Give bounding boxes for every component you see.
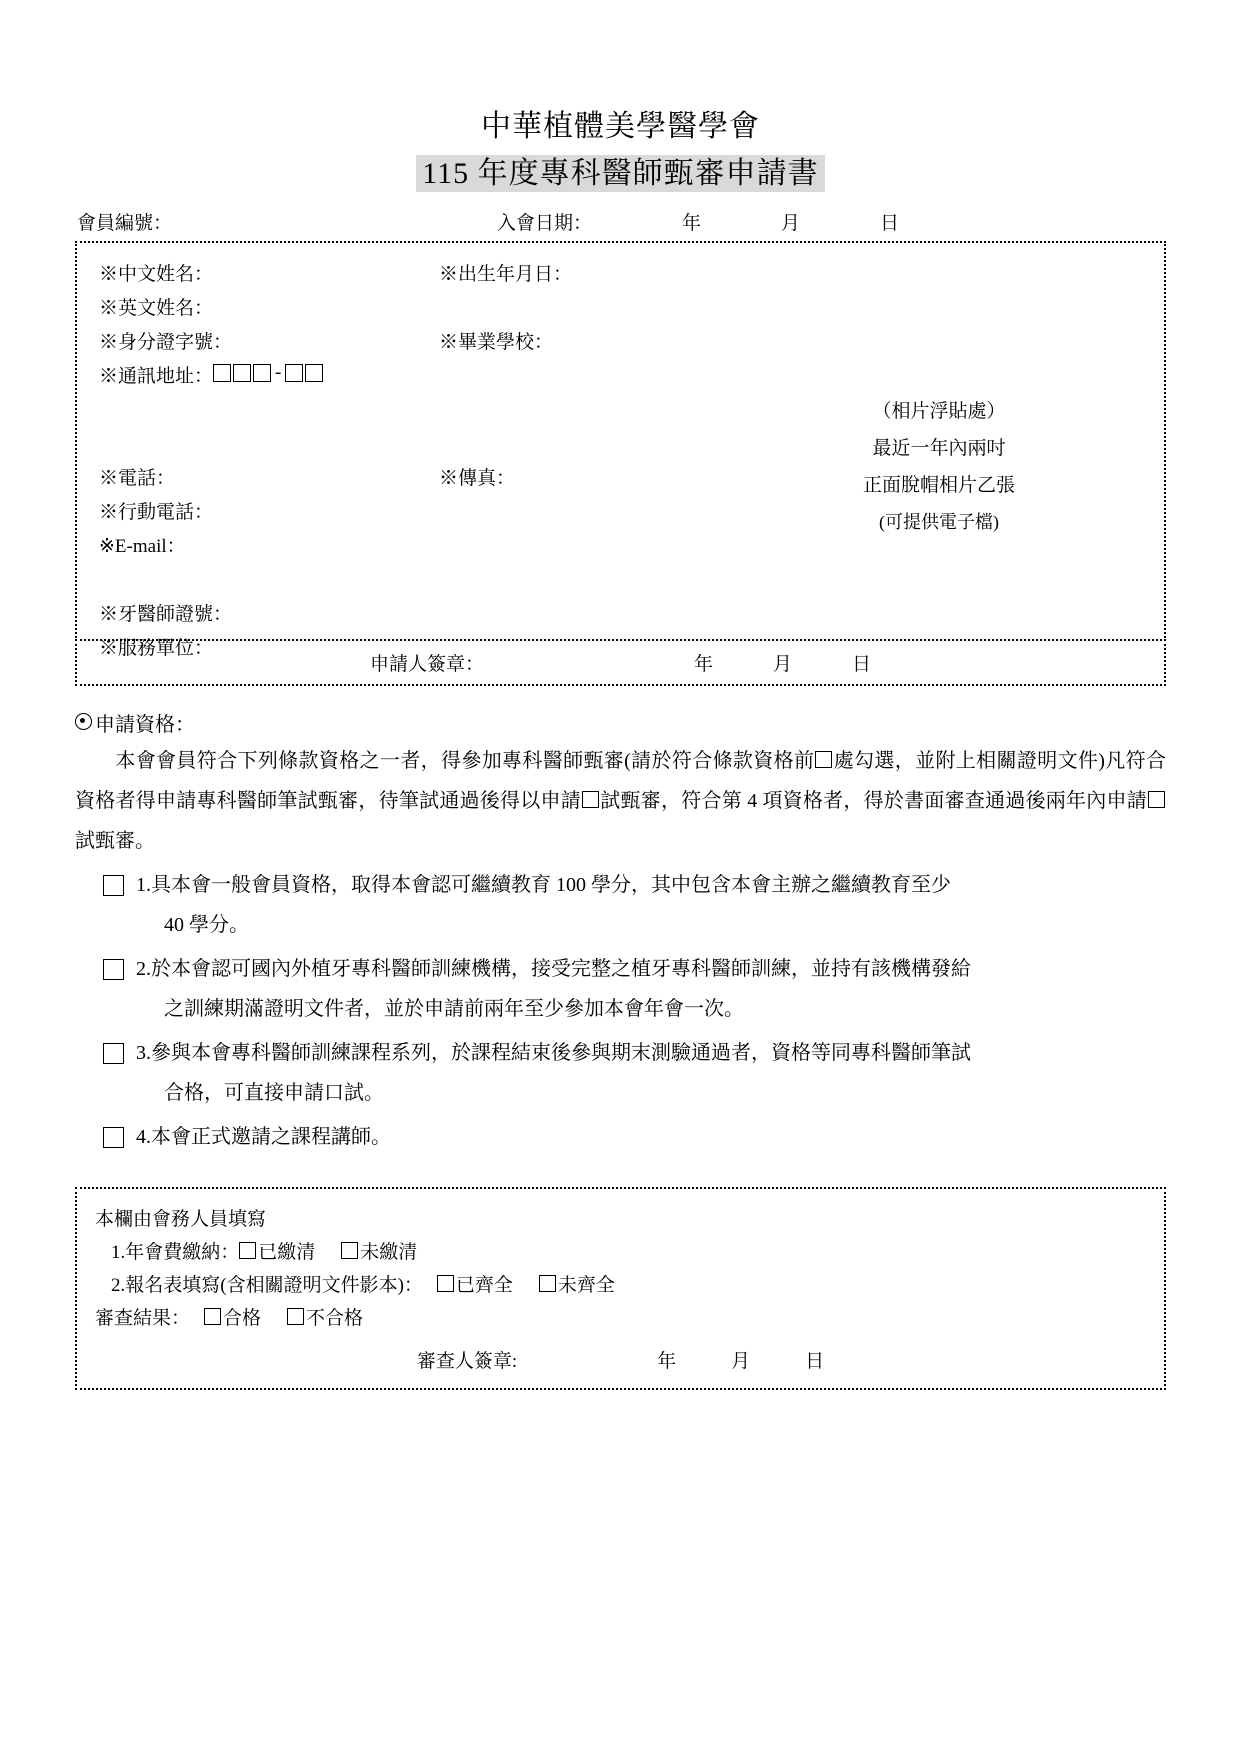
qualification-heading-text: 申請資格： [95, 714, 195, 736]
postal-code-boxes [213, 362, 323, 384]
qualification-item-1-line2: 40 學分。 [164, 914, 249, 936]
checkbox-icon-inline-1 [815, 751, 832, 768]
qualification-item-3-line2: 合格，可直接申請口試。 [164, 1082, 384, 1104]
qualification-item-4-text [136, 1117, 1166, 1157]
applicant-sign-year: 年 [693, 654, 713, 675]
field-dentist-no-label: ※牙醫師證號： [99, 604, 233, 625]
office-row-result [95, 1302, 1146, 1335]
checkbox-icon-item-1[interactable] [103, 875, 124, 896]
join-date-year: 年 [682, 213, 702, 234]
qualification-item-3-text [136, 1033, 1166, 1113]
row-address [99, 361, 1164, 395]
office-use-box [75, 1187, 1166, 1390]
row-name-birth [99, 259, 1164, 293]
reviewer-signature-label: 審查人簽章: [416, 1351, 518, 1372]
qualification-item-4-line1: 4.本會正式邀請之課程講師。 [136, 1126, 391, 1148]
office-heading: 本欄由會務人員填寫 [95, 1209, 267, 1230]
member-no-label: 會員編號： [77, 213, 173, 234]
postal-box-5[interactable] [305, 364, 323, 382]
field-school-label: ※畢業學校： [439, 332, 554, 353]
office-docs-opt2: 未齊全 [557, 1275, 615, 1296]
reviewer-sign-year: 年 [657, 1351, 677, 1372]
qual-para-part1: 本會會員符合下列條款資格之一者，得參加專科醫師甄審(請於符合條款資格前 [115, 750, 815, 772]
field-name-en-label: ※英文姓名： [99, 298, 214, 319]
member-line [75, 208, 1166, 235]
postal-box-2[interactable] [233, 364, 251, 382]
applicant-signature-label: 申請人簽章： [369, 654, 484, 675]
office-docs-opt1: 已齊全 [455, 1275, 513, 1296]
form-title-block [75, 105, 1166, 202]
qualification-item-1-line1: 1.具本會一般會員資格，取得本會認可繼續教育 100 學分，其中包含本會主辦之繼續教育至少 [136, 874, 951, 896]
row-name-en [99, 293, 1164, 327]
checkbox-icon-docs-complete[interactable] [437, 1275, 454, 1292]
qualification-paragraph [75, 741, 1166, 861]
qualification-item-2[interactable] [75, 949, 1166, 1029]
office-docs-label: 2.報名表填寫(含相關證明文件影本)： [111, 1275, 423, 1296]
applicant-info-box [75, 241, 1166, 659]
field-phone-label: ※電話： [99, 468, 176, 489]
qualification-item-2-text [136, 949, 1166, 1029]
checkbox-icon-fee-paid[interactable] [239, 1242, 256, 1259]
qualification-item-3[interactable] [75, 1033, 1166, 1113]
field-address-label: ※通訊地址： [99, 366, 214, 387]
row-id-school [99, 327, 1164, 361]
applicant-signature-row [77, 639, 1164, 684]
checkbox-icon-result-pass[interactable] [204, 1308, 221, 1325]
qual-para-part3: 試甄審，符合第 4 項資格者，得於書面審查通過後兩年內申請 [600, 790, 1148, 812]
postal-box-3[interactable] [253, 364, 271, 382]
postal-dash: - [275, 362, 282, 383]
form-subtitle: 115 年度專科醫師甄審申請書 [416, 155, 824, 192]
office-result-opt2: 不合格 [306, 1308, 364, 1329]
checkbox-icon-inline-2 [582, 791, 599, 808]
office-result-opt1: 合格 [223, 1308, 262, 1329]
checkbox-icon-item-4[interactable] [103, 1127, 124, 1148]
qualification-item-1-text [136, 865, 1166, 945]
checkbox-icon-item-3[interactable] [103, 1043, 124, 1064]
field-birth-label: ※出生年月日： [439, 264, 573, 285]
office-row-fee [95, 1236, 1146, 1269]
row-dentist-no [99, 599, 1164, 633]
reviewer-sign-month: 月 [731, 1351, 751, 1372]
reviewer-signature-row [95, 1335, 1146, 1378]
form-subtitle-wrap [75, 151, 1166, 202]
reviewer-sign-day: 日 [805, 1351, 825, 1372]
organization-title: 中華植體美學醫學會 [481, 110, 760, 143]
bullet-icon [75, 713, 92, 730]
checkbox-icon-item-2[interactable] [103, 959, 124, 980]
office-fee-opt1: 已繳清 [258, 1242, 316, 1263]
qualification-item-4[interactable] [75, 1117, 1166, 1157]
photo-note-3: (可提供電子檔) [879, 512, 999, 532]
qual-para-part4: 試甄審。 [75, 830, 155, 852]
office-row-docs [95, 1269, 1146, 1302]
qualification-heading [75, 708, 1166, 737]
join-date-month: 月 [781, 213, 801, 234]
field-email-label: ※E-mail： [99, 536, 186, 557]
photo-note-2: 正面脫帽相片乙張 [862, 475, 1015, 496]
photo-paste-area [774, 393, 1104, 541]
qualification-item-2-line2: 之訓練期滿證明文件者，並於申請前兩年至少參加本會年會一次。 [164, 998, 744, 1020]
join-date-day: 日 [880, 213, 900, 234]
field-mobile-label: ※行動電話： [99, 502, 214, 523]
qual-para-part2: 處勾選，並附上相關證明文件)凡符合資格者得申請專科醫師筆試甄審，待筆試通過後得以申請 [75, 750, 1166, 812]
applicant-sign-day: 日 [852, 654, 872, 675]
postal-box-1[interactable] [213, 364, 231, 382]
field-id-no-label: ※身分證字號： [99, 332, 233, 353]
checkbox-icon-fee-unpaid[interactable] [341, 1242, 358, 1259]
join-date-group [497, 208, 899, 235]
photo-area-title: （相片浮貼處） [872, 401, 1006, 422]
field-fax-label: ※傳真： [439, 468, 516, 489]
office-fee-label: 1.年會費繳納： [111, 1242, 240, 1263]
qualification-item-2-line1: 2.於本會認可國內外植牙專科醫師訓練機構，接受完整之植牙專科醫師訓練，並持有該機構發給 [136, 958, 971, 980]
office-result-label: 審查結果： [95, 1308, 191, 1329]
checkbox-icon-docs-incomplete[interactable] [539, 1275, 556, 1292]
field-workplace-label: ※服務單位： [99, 638, 214, 659]
checkbox-icon-result-fail[interactable] [287, 1308, 304, 1325]
qualification-item-3-line1: 3.參與本會專科醫師訓練課程系列，於課程結束後參與期末測驗通過者，資格等同專科醫師筆試 [136, 1042, 971, 1064]
applicant-signature-box [75, 639, 1166, 686]
checkbox-icon-inline-3 [1148, 791, 1165, 808]
postal-box-4[interactable] [285, 364, 303, 382]
row-spacer-3 [99, 565, 1164, 599]
applicant-sign-month: 月 [773, 654, 793, 675]
photo-note-1: 最近一年內兩吋 [872, 438, 1006, 459]
field-name-cn-label: ※中文姓名： [99, 264, 214, 285]
qualification-item-1[interactable] [75, 865, 1166, 945]
join-date-label: 入會日期： [497, 213, 593, 234]
office-fee-opt2: 未繳清 [360, 1242, 418, 1263]
